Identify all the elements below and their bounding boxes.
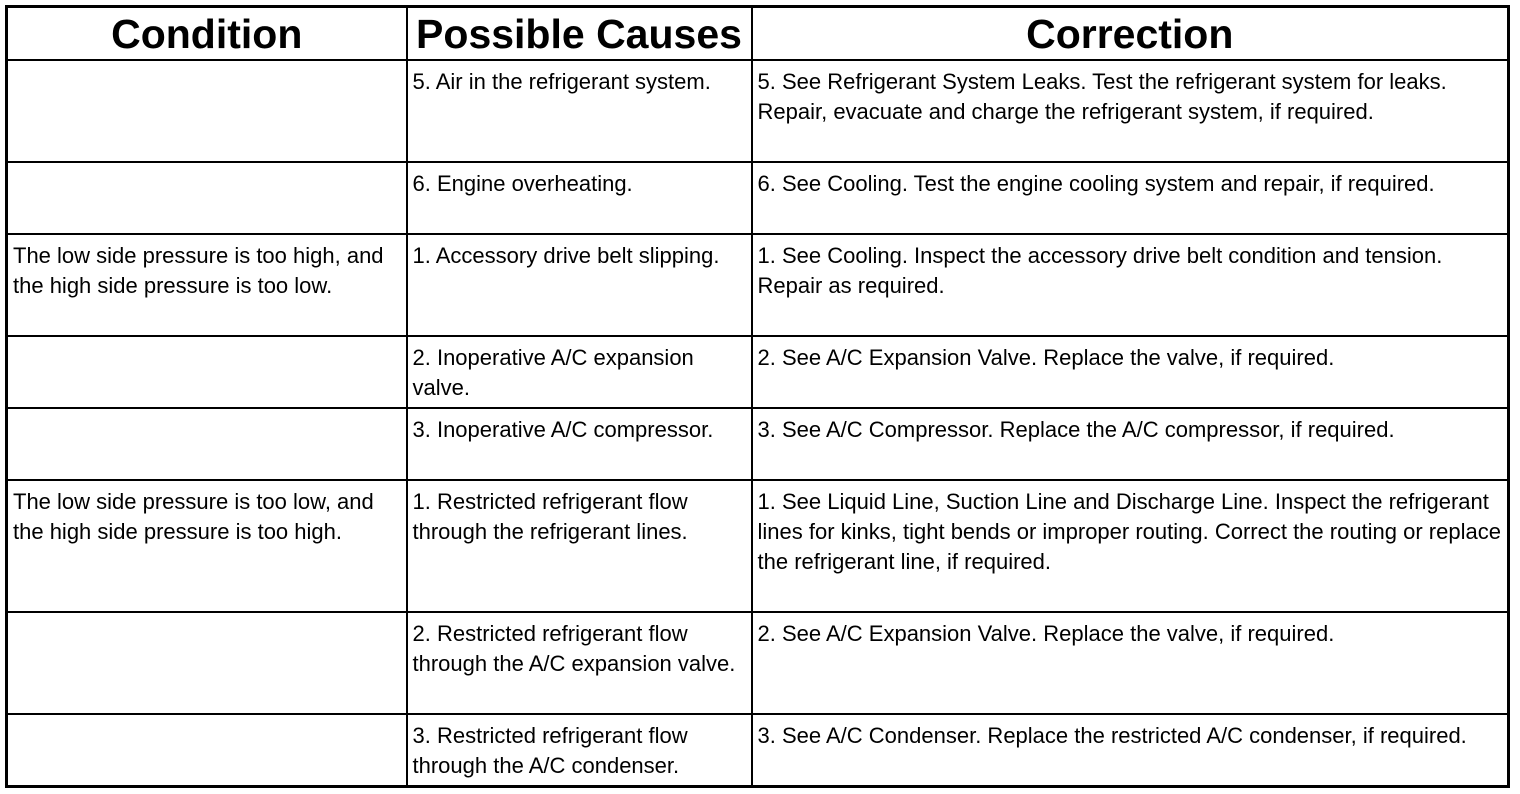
condition-cell bbox=[7, 612, 407, 714]
table-row bbox=[7, 480, 1509, 612]
cause-cell: 1. Restricted refrigerant flow through the refrigerant lines. bbox=[407, 480, 752, 612]
table-row bbox=[7, 714, 1509, 787]
cause-cell: 5. Air in the refrigerant system. bbox=[407, 60, 752, 162]
correction-cell: 3. See A/C Compressor. Replace the A/C compressor, if required. bbox=[752, 408, 1509, 480]
table-row bbox=[7, 612, 1509, 714]
condition-cell bbox=[7, 60, 407, 162]
cause-cell: 6. Engine overheating. bbox=[407, 162, 752, 234]
condition-cell bbox=[7, 162, 407, 234]
condition-cell: The low side pressure is too low, and the high side pressure is too high. bbox=[7, 480, 407, 612]
table-row bbox=[7, 234, 1509, 336]
condition-cell: The low side pressure is too high, and the high side pressure is too low. bbox=[7, 234, 407, 336]
condition-cell bbox=[7, 336, 407, 408]
table-row bbox=[7, 336, 1509, 408]
table-row bbox=[7, 162, 1509, 234]
cause-cell: 3. Restricted refrigerant flow through the A/C condenser. bbox=[407, 714, 752, 787]
correction-cell: 1. See Cooling. Inspect the accessory drive belt condition and tension. Repair as required. bbox=[752, 234, 1509, 336]
table-row bbox=[7, 60, 1509, 162]
table-header-row bbox=[7, 7, 1509, 61]
cause-cell: 3. Inoperative A/C compressor. bbox=[407, 408, 752, 480]
correction-cell: 6. See Cooling. Test the engine cooling system and repair, if required. bbox=[752, 162, 1509, 234]
diagnosis-table bbox=[5, 5, 1510, 788]
correction-cell: 2. See A/C Expansion Valve. Replace the valve, if required. bbox=[752, 612, 1509, 714]
cause-cell: 2. Inoperative A/C expansion valve. bbox=[407, 336, 752, 408]
table-row bbox=[7, 408, 1509, 480]
header-condition: Condition bbox=[7, 7, 407, 61]
correction-cell: 2. See A/C Expansion Valve. Replace the valve, if required. bbox=[752, 336, 1509, 408]
cause-cell: 2. Restricted refrigerant flow through the A/C expansion valve. bbox=[407, 612, 752, 714]
correction-cell: 3. See A/C Condenser. Replace the restricted A/C condenser, if required. bbox=[752, 714, 1509, 787]
cause-cell: 1. Accessory drive belt slipping. bbox=[407, 234, 752, 336]
condition-cell bbox=[7, 408, 407, 480]
condition-cell bbox=[7, 714, 407, 787]
header-possible-causes: Possible Causes bbox=[407, 7, 752, 61]
correction-cell: 1. See Liquid Line, Suction Line and Discharge Line. Inspect the refrigerant lines for kinks, tight bends or improper routing. Correct the routing or replace the refrigerant line, if required. bbox=[752, 480, 1509, 612]
correction-cell: 5. See Refrigerant System Leaks. Test the refrigerant system for leaks. Repair, evacuate and charge the refrigerant system, if required. bbox=[752, 60, 1509, 162]
header-correction: Correction bbox=[752, 7, 1509, 61]
